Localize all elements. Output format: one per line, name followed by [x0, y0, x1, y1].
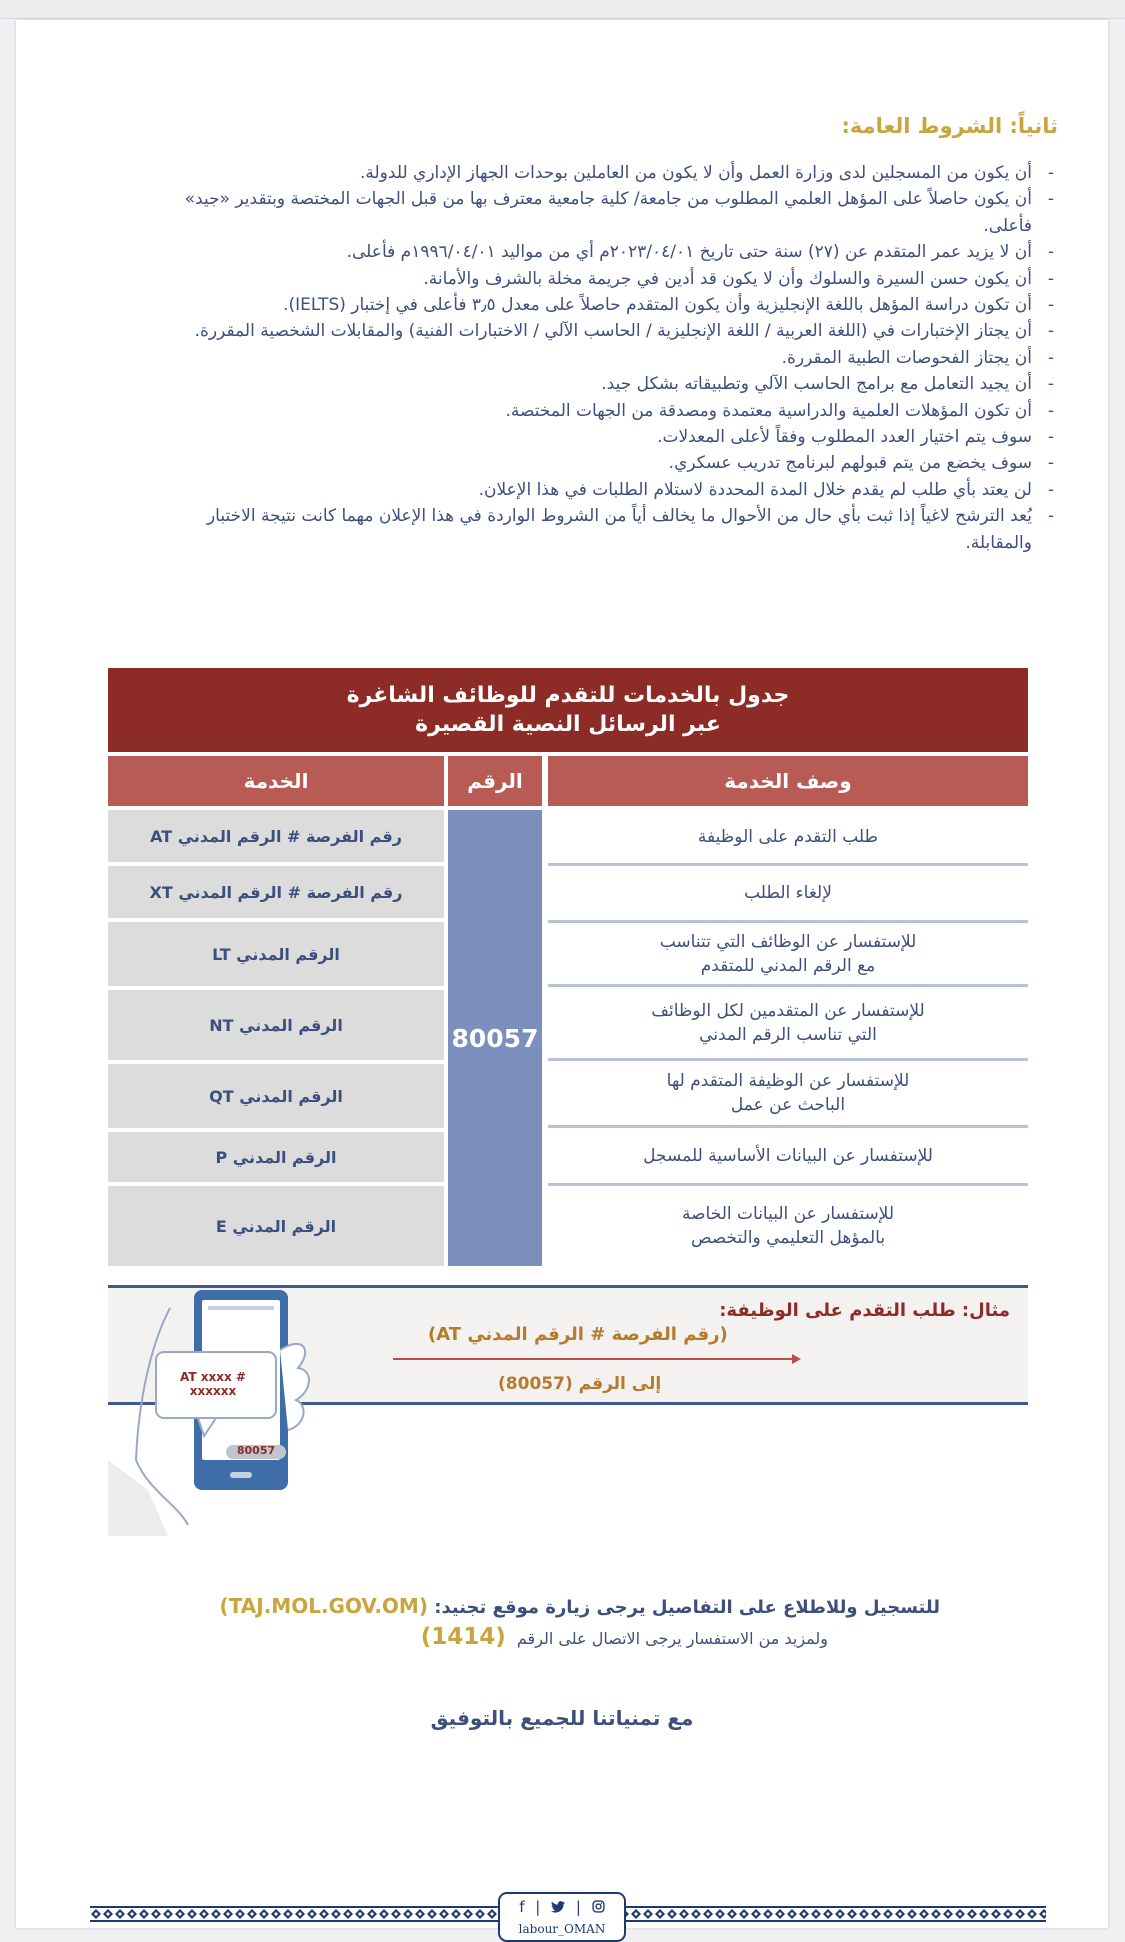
description-line-1: للإستفسار عن البيانات الأساسية للمسجل: [643, 1145, 933, 1166]
registration-line: [220, 1594, 940, 1618]
service-description-cell: [548, 866, 1028, 923]
table-title-line-2: عبر الرسائل النصية القصيرة: [415, 712, 721, 737]
header-number: الرقم: [448, 756, 542, 806]
service-description-cell: [548, 1128, 1028, 1186]
service-code-cell: الرقم المدني NT: [108, 990, 444, 1060]
condition-item: - سوف يتم اختيار العدد المطلوب وفقاً لأعلى المعدلات.: [152, 424, 1032, 450]
service-description-cell: [548, 987, 1028, 1061]
service-code-cell: الرقم المدني QT: [108, 1064, 444, 1128]
registration-text: للتسجيل وللاطلاع على التفاصيل يرجى زيارة موقع تجنيد:: [434, 1597, 940, 1618]
condition-item: - يُعد الترشح لاغياً إذا ثبت بأي حال من الأحوال ما يخالف أياً من الشروط الواردة في هذا الإعلان مهما كانت نتيجة الاختبار والمقابلة.: [152, 503, 1032, 556]
example-to-number: إلى الرقم (80057): [498, 1374, 662, 1394]
instagram-icon[interactable]: [592, 1898, 605, 1916]
header-service: الخدمة: [108, 756, 444, 806]
phone-screen-number: 80057: [236, 1444, 276, 1457]
inquiry-line: [421, 1624, 828, 1650]
condition-item: - أن يجيد التعامل مع برامج الحاسب الآلي وتطبيقاته بشكل جيد.: [152, 371, 1032, 397]
service-code-cell: رقم الفرصة # الرقم المدني AT: [108, 810, 444, 862]
condition-item: - أن يكون حاصلاً على المؤهل العلمي المطلوب من جامعة/ كلية جامعية معترف بها من قبل الجهات المختصة وبتقدير «جيد» فأعلى.: [152, 186, 1032, 239]
description-line-2: بالمؤهل التعليمي والتخصص: [690, 1228, 886, 1248]
description-line-1: للإستفسار عن المتقدمين لكل الوظائف: [651, 1000, 925, 1021]
service-code-cell: الرقم المدني P: [108, 1132, 444, 1182]
condition-item: - أن يجتاز الإختبارات في (اللغة العربية / اللغة الإنجليزية / الحاسب الآلي / الاختبارات الفنية) والمقابلات الشخصية المقررة.: [152, 318, 1032, 344]
description-line-1: للإستفسار عن الوظيفة المتقدم لها: [666, 1071, 910, 1091]
arrow-icon: [393, 1358, 793, 1360]
facebook-icon[interactable]: f: [519, 1898, 525, 1916]
description-line-2: الباحث عن عمل: [730, 1095, 846, 1115]
service-description-cell: [548, 1186, 1028, 1266]
service-description-cell: [548, 810, 1028, 866]
description-line-1: طلب التقدم على الوظيفة: [697, 826, 879, 847]
example-title: مثال: طلب التقدم على الوظيفة:: [719, 1300, 1010, 1321]
document-page: [16, 20, 1108, 1936]
social-links: [498, 1892, 626, 1942]
condition-item: - أن يجتاز الفحوصات الطبية المقررة.: [152, 345, 1032, 371]
description-line-1: للإستفسار عن الوظائف التي تتناسب: [659, 931, 917, 952]
viewer-top-bar: [0, 0, 1125, 19]
separator: |: [535, 1898, 541, 1916]
service-description-cell: [548, 1061, 1028, 1128]
conditions-list: [152, 160, 1054, 556]
separator: |: [575, 1898, 581, 1916]
services-table-title: [108, 668, 1028, 752]
description-line-2: مع الرقم المدني للمتقدم: [700, 955, 876, 976]
description-line-2: التي تناسب الرقم المدني: [699, 1024, 877, 1045]
table-title-line-1: جدول بالخدمات للتقدم للوظائف الشاغرة: [346, 683, 790, 708]
inquiry-text: ولمزيد من الاستفسار يرجى الاتصال على الرقم: [516, 1629, 828, 1648]
sms-number: 80057: [448, 810, 542, 1266]
service-description-cell: [548, 923, 1028, 987]
closing-wishes: مع تمنياتنا للجميع بالتوفيق: [430, 1706, 694, 1730]
condition-item: - لن يعتد بأي طلب لم يقدم خلال المدة المحددة لاستلام الطلبات في هذا الإعلان.: [152, 477, 1032, 503]
condition-item: - سوف يخضع من يتم قبولهم لبرنامج تدريب عسكري.: [152, 450, 1032, 476]
phone-illustration: [108, 1290, 348, 1536]
service-code-cell: الرقم المدني E: [108, 1186, 444, 1266]
example-command: (رقم الفرصة # الرقم المدني AT): [428, 1324, 728, 1345]
service-code-cell: الرقم المدني LT: [108, 922, 444, 986]
service-code-cell: رقم الفرصة # الرقم المدني XT: [108, 866, 444, 918]
website-link[interactable]: (TAJ.MOL.GOV.OM): [219, 1594, 428, 1618]
hand-phone-icon: [108, 1290, 348, 1536]
condition-item: - أن يكون من المسجلين لدى وزارة العمل وأن لا يكون من العاملين بوحدات الجهاز الإداري للدولة.: [152, 160, 1032, 186]
section-title: ثانياً: الشروط العامة:: [841, 114, 1058, 138]
description-line-1: لإلغاء الطلب: [744, 883, 832, 903]
sms-bubble-text: AT xxxx # xxxxxx: [180, 1370, 246, 1398]
condition-item: - أن تكون المؤهلات العلمية والدراسية معتمدة ومصدقة من الجهات المختصة.: [152, 398, 1032, 424]
social-handle[interactable]: labour_OMAN: [518, 1922, 606, 1936]
social-icons-row: [500, 1898, 624, 1916]
description-line-1: للإستفسار عن البيانات الخاصة: [682, 1204, 895, 1224]
condition-item: - أن تكون دراسة المؤهل باللغة الإنجليزية وأن يكون المتقدم حاصلاً على معدل ٣٫٥ فأعلى في إختبار (IELTS).: [152, 292, 1032, 318]
inquiry-number: (1414): [420, 1624, 506, 1650]
condition-item: - أن يكون حسن السيرة والسلوك وأن لا يكون قد أدين في جريمة مخلة بالشرف والأمانة.: [152, 266, 1032, 292]
header-description: وصف الخدمة: [548, 756, 1028, 806]
twitter-icon[interactable]: [551, 1898, 570, 1916]
condition-item: - أن لا يزيد عمر المتقدم عن (٢٧) سنة حتى تاريخ ٢٠٢٣/٠٤/٠١م أي من مواليد ١٩٩٦/٠٤/٠١م فأعلى.: [152, 239, 1032, 265]
